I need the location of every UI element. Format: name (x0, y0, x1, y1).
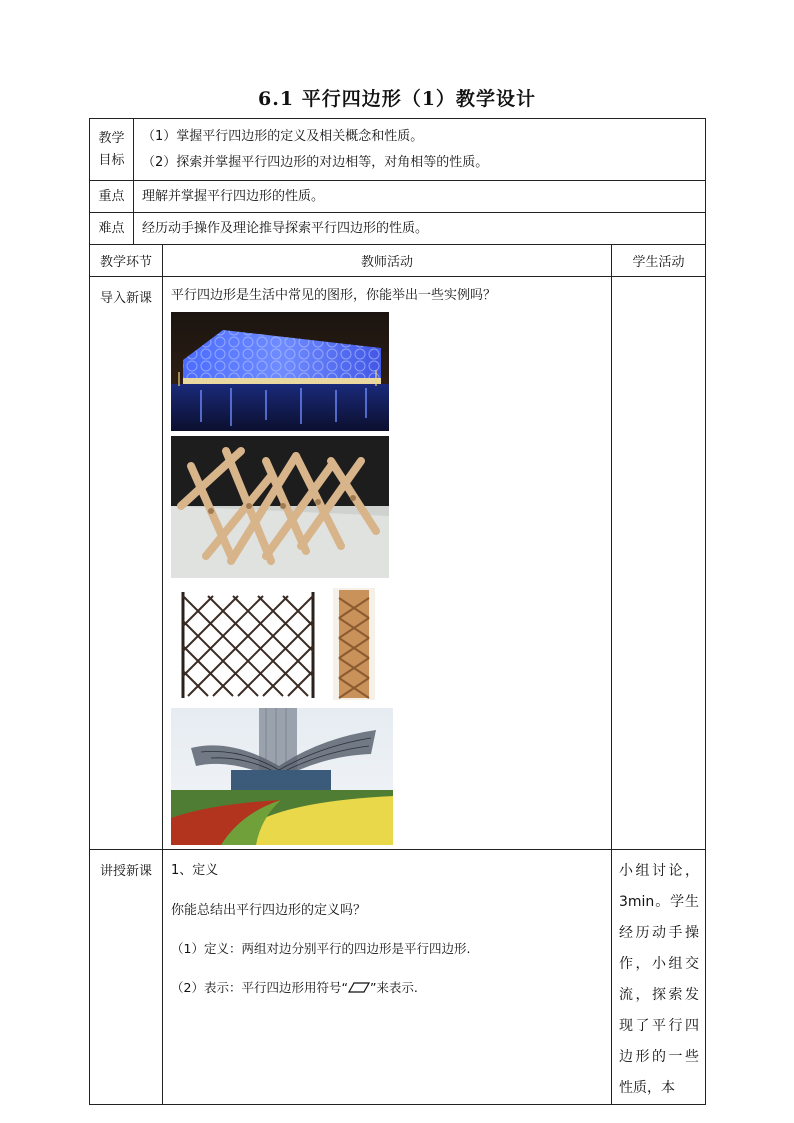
wood-lattice-photo (333, 588, 375, 700)
lecture-teacher-cell (163, 850, 612, 1105)
intro-student-cell (612, 277, 706, 850)
intro-stage: 导入新课 (90, 277, 163, 850)
difficulty-label: 难点 (90, 213, 134, 245)
objectives-label-text: 教学目标 (98, 130, 125, 168)
objectives-content (134, 119, 706, 181)
header-teacher: 教师活动 (163, 245, 612, 277)
notation-text (163, 957, 611, 996)
glass-pavilion-photo (171, 708, 393, 845)
key-point-label: 重点 (90, 181, 134, 213)
header-student: 学生活动 (612, 245, 706, 277)
definition-text: （1）定义：两组对边分别平行的四边形是平行四边形. (171, 941, 471, 956)
key-point-text: 理解并掌握平行四边形的性质。 (134, 181, 706, 213)
difficulty-text: 经历动手操作及理论推导探索平行四边形的性质。 (134, 213, 706, 245)
header-stage: 教学环节 (90, 245, 163, 277)
water-cube-photo (171, 312, 389, 431)
objective-item: （2）探索并掌握平行四边形的对边相等，对角相等的性质。 (142, 154, 489, 170)
lecture-student-activity: 小组讨论，3min。学生经历动手操作，小组交流，探索发现了平行四边形的一些性质，本 (612, 850, 706, 1105)
definition-heading: 1、定义 (171, 863, 219, 878)
iron-lattice-photo (173, 586, 323, 702)
objective-item: （1）掌握平行四边形的定义及相关概念和性质。 (142, 128, 424, 144)
intro-teacher-cell (163, 277, 612, 850)
parallelogram-symbol-icon (348, 982, 370, 993)
objectives-table (89, 118, 706, 245)
lattice-photos (163, 584, 611, 704)
wooden-rack-photo (171, 436, 389, 578)
page-title: 6.1 平行四边形（1）教学设计 (258, 88, 536, 110)
notation-before: （2）表示：平行四边形用符号“ (171, 980, 348, 995)
intro-question: 平行四边形是生活中常见的图形，你能举出一些实例吗？ (171, 288, 497, 303)
lecture-stage: 讲授新课 (90, 850, 163, 1105)
lesson-table (89, 244, 706, 1105)
objectives-label (90, 119, 134, 181)
notation-after: ”来表示. (369, 980, 418, 995)
definition-question: 你能总结出平行四边形的定义吗？ (171, 903, 367, 918)
